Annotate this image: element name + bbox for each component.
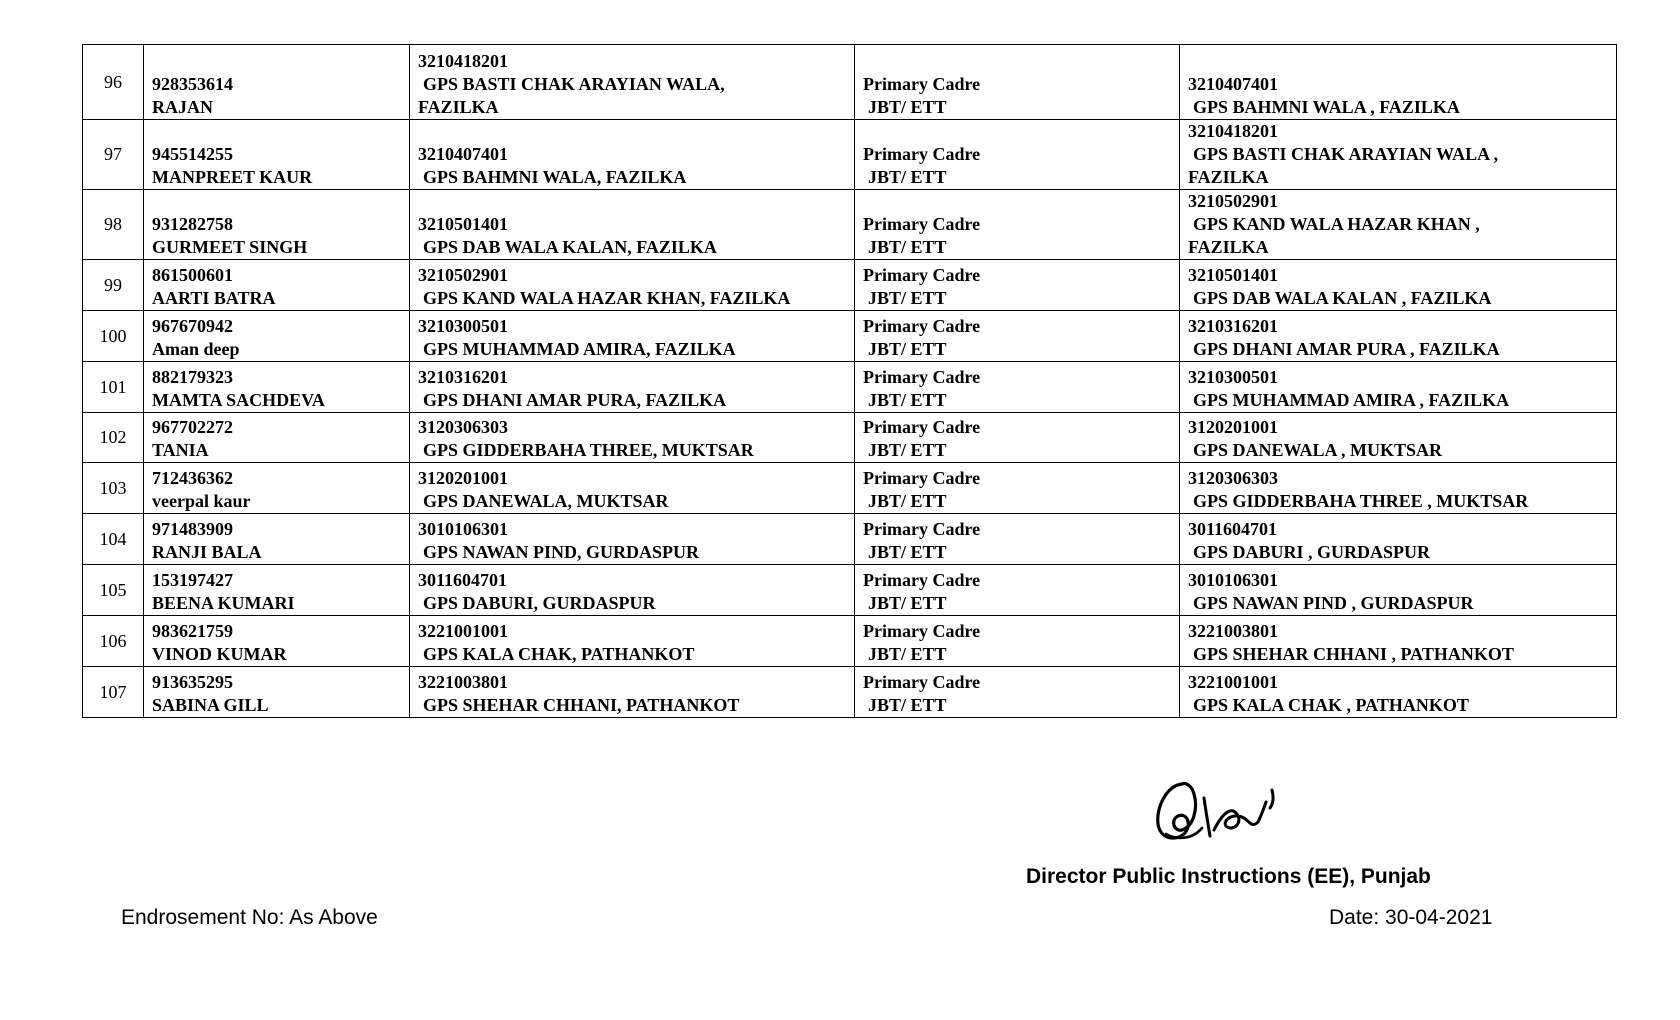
transfer-school-cell	[1180, 413, 1617, 463]
cadre-cell	[855, 463, 1180, 514]
post-name: JBT/ ETT	[868, 339, 947, 359]
transfer-school-district: FAZILKA	[1188, 167, 1269, 187]
table-row	[83, 120, 1617, 190]
post-name: JBT/ ETT	[868, 440, 947, 460]
employee-id: 945514255	[152, 144, 233, 164]
cadre-name: Primary Cadre	[863, 74, 981, 94]
current-school-cell	[410, 45, 855, 120]
transfer-school-name: GPS MUHAMMAD AMIRA , FAZILKA	[1193, 390, 1510, 410]
issue-date: Date: 30-04-2021	[1329, 906, 1493, 929]
transfer-school-cell	[1180, 616, 1617, 667]
table-row	[83, 45, 1617, 120]
current-school-cell	[410, 311, 855, 362]
transfer-school-cell	[1180, 260, 1617, 311]
table-row	[83, 413, 1617, 463]
transfer-school-cell	[1180, 514, 1617, 565]
transfer-school-name: GPS KAND WALA HAZAR KHAN ,	[1193, 214, 1480, 234]
current-school-name: GPS DABURI, GURDASPUR	[423, 593, 656, 613]
current-school-name: GPS SHEHAR CHHANI, PATHANKOT	[423, 695, 740, 715]
serial-number: 102	[83, 413, 144, 463]
cadre-name: Primary Cadre	[863, 621, 981, 641]
transfer-school-district: FAZILKA	[1188, 237, 1269, 257]
transfer-school-cell	[1180, 45, 1617, 120]
serial-number: 96	[83, 45, 144, 120]
transfer-school-code: 3120201001	[1188, 417, 1278, 437]
transfer-school-cell	[1180, 463, 1617, 514]
transfer-school-code: 3210300501	[1188, 367, 1278, 387]
transfer-school-code: 3210407401	[1188, 74, 1278, 94]
employee-name: GURMEET SINGH	[152, 237, 308, 257]
employee-id: 153197427	[152, 570, 233, 590]
serial-number: 106	[83, 616, 144, 667]
table-row	[83, 463, 1617, 514]
cadre-cell	[855, 311, 1180, 362]
employee-id: 712436362	[152, 468, 233, 488]
transfer-school-cell	[1180, 667, 1617, 718]
serial-number: 107	[83, 667, 144, 718]
serial-number: 104	[83, 514, 144, 565]
transfer-school-name: GPS GIDDERBAHA THREE , MUKTSAR	[1193, 491, 1529, 511]
cadre-cell	[855, 667, 1180, 718]
transfer-school-name: GPS BASTI CHAK ARAYIAN WALA ,	[1193, 144, 1499, 164]
current-school-cell	[410, 260, 855, 311]
employee-cell	[144, 667, 410, 718]
employee-cell	[144, 45, 410, 120]
cadre-cell	[855, 260, 1180, 311]
current-school-name: GPS MUHAMMAD AMIRA, FAZILKA	[423, 339, 736, 359]
current-school-code: 3120306303	[418, 417, 508, 437]
serial-number: 98	[83, 190, 144, 260]
employee-name: TANIA	[152, 440, 209, 460]
current-school-cell	[410, 667, 855, 718]
post-name: JBT/ ETT	[868, 593, 947, 613]
endorsement-number: Endrosement No: As Above	[121, 906, 378, 929]
current-school-code: 3210316201	[418, 367, 508, 387]
cadre-cell	[855, 616, 1180, 667]
cadre-name: Primary Cadre	[863, 214, 981, 234]
cadre-name: Primary Cadre	[863, 468, 981, 488]
cadre-cell	[855, 514, 1180, 565]
current-school-code: 3120201001	[418, 468, 508, 488]
employee-id: 861500601	[152, 265, 233, 285]
signatory-designation: Director Public Instructions (EE), Punjab	[1026, 865, 1431, 888]
table-row	[83, 667, 1617, 718]
table-row	[83, 514, 1617, 565]
employee-name: VINOD KUMAR	[152, 644, 287, 664]
post-name: JBT/ ETT	[868, 97, 947, 117]
cadre-name: Primary Cadre	[863, 672, 981, 692]
transfer-school-name: GPS BAHMNI WALA , FAZILKA	[1193, 97, 1460, 117]
cadre-cell	[855, 45, 1180, 120]
current-school-code: 3010106301	[418, 519, 508, 539]
transfer-school-name: GPS DANEWALA , MUKTSAR	[1193, 440, 1443, 460]
post-name: JBT/ ETT	[868, 644, 947, 664]
transfer-school-cell	[1180, 565, 1617, 616]
current-school-cell	[410, 463, 855, 514]
cadre-cell	[855, 413, 1180, 463]
cadre-cell	[855, 190, 1180, 260]
employee-cell	[144, 565, 410, 616]
transfer-school-code: 3120306303	[1188, 468, 1278, 488]
table-row	[83, 311, 1617, 362]
employee-cell	[144, 514, 410, 565]
current-school-cell	[410, 413, 855, 463]
employee-id: 931282758	[152, 214, 233, 234]
transfer-school-name: GPS KALA CHAK , PATHANKOT	[1193, 695, 1469, 715]
current-school-code: 3210502901	[418, 265, 508, 285]
cadre-name: Primary Cadre	[863, 519, 981, 539]
serial-number: 99	[83, 260, 144, 311]
employee-id: 971483909	[152, 519, 233, 539]
transfer-school-cell	[1180, 190, 1617, 260]
transfer-school-code: 3010106301	[1188, 570, 1278, 590]
cadre-cell	[855, 565, 1180, 616]
employee-name: veerpal kaur	[152, 491, 251, 511]
signature-image	[1152, 768, 1288, 852]
employee-name: MANPREET KAUR	[152, 167, 313, 187]
transfer-school-cell	[1180, 362, 1617, 413]
employee-id: 928353614	[152, 74, 233, 94]
transfer-school-code: 3210418201	[1188, 121, 1278, 141]
current-school-code: 3210300501	[418, 316, 508, 336]
transfer-school-cell	[1180, 311, 1617, 362]
current-school-code: 3221001001	[418, 621, 508, 641]
post-name: JBT/ ETT	[868, 491, 947, 511]
current-school-cell	[410, 120, 855, 190]
post-name: JBT/ ETT	[868, 542, 947, 562]
current-school-name: GPS DANEWALA, MUKTSAR	[423, 491, 669, 511]
current-school-code: 3011604701	[418, 570, 508, 590]
table-row	[83, 616, 1617, 667]
employee-name: Aman deep	[152, 339, 240, 359]
employee-id: 882179323	[152, 367, 233, 387]
table-row	[83, 565, 1617, 616]
transfer-table	[82, 44, 1617, 718]
current-school-name: GPS KALA CHAK, PATHANKOT	[423, 644, 695, 664]
table-row	[83, 190, 1617, 260]
cadre-name: Primary Cadre	[863, 316, 981, 336]
employee-cell	[144, 362, 410, 413]
cadre-name: Primary Cadre	[863, 144, 981, 164]
current-school-name: GPS BAHMNI WALA, FAZILKA	[423, 167, 687, 187]
transfer-school-cell	[1180, 120, 1617, 190]
employee-name: AARTI BATRA	[152, 288, 276, 308]
cadre-cell	[855, 120, 1180, 190]
employee-cell	[144, 463, 410, 514]
transfer-school-code: 3210501401	[1188, 265, 1278, 285]
current-school-name: GPS DAB WALA KALAN, FAZILKA	[423, 237, 717, 257]
current-school-cell	[410, 362, 855, 413]
serial-number: 100	[83, 311, 144, 362]
employee-cell	[144, 260, 410, 311]
post-name: JBT/ ETT	[868, 237, 947, 257]
employee-name: RANJI BALA	[152, 542, 262, 562]
transfer-school-code: 3011604701	[1188, 519, 1278, 539]
employee-cell	[144, 311, 410, 362]
employee-id: 913635295	[152, 672, 233, 692]
post-name: JBT/ ETT	[868, 390, 947, 410]
current-school-cell	[410, 565, 855, 616]
current-school-code: 3210407401	[418, 144, 508, 164]
employee-name: BEENA KUMARI	[152, 593, 295, 613]
transfer-school-code: 3221001001	[1188, 672, 1278, 692]
current-school-name: GPS BASTI CHAK ARAYIAN WALA,	[423, 74, 725, 94]
post-name: JBT/ ETT	[868, 695, 947, 715]
transfer-school-code: 3210316201	[1188, 316, 1278, 336]
serial-number: 97	[83, 120, 144, 190]
post-name: JBT/ ETT	[868, 167, 947, 187]
employee-name: MAMTA SACHDEVA	[152, 390, 325, 410]
transfer-school-name: GPS DHANI AMAR PURA , FAZILKA	[1193, 339, 1500, 359]
transfer-school-name: GPS DABURI , GURDASPUR	[1193, 542, 1431, 562]
employee-name: SABINA GILL	[152, 695, 269, 715]
current-school-name: GPS KAND WALA HAZAR KHAN, FAZILKA	[423, 288, 791, 308]
table-row	[83, 260, 1617, 311]
employee-cell	[144, 190, 410, 260]
transfer-school-code: 3221003801	[1188, 621, 1278, 641]
cadre-name: Primary Cadre	[863, 417, 981, 437]
transfer-school-name: GPS SHEHAR CHHANI , PATHANKOT	[1193, 644, 1514, 664]
current-school-code: 3221003801	[418, 672, 508, 692]
employee-id: 983621759	[152, 621, 233, 641]
cadre-name: Primary Cadre	[863, 570, 981, 590]
cadre-name: Primary Cadre	[863, 367, 981, 387]
current-school-cell	[410, 514, 855, 565]
current-school-district: FAZILKA	[418, 97, 499, 117]
cadre-cell	[855, 362, 1180, 413]
transfer-table-body	[83, 45, 1617, 718]
serial-number: 101	[83, 362, 144, 413]
current-school-name: GPS GIDDERBAHA THREE, MUKTSAR	[423, 440, 754, 460]
employee-cell	[144, 413, 410, 463]
post-name: JBT/ ETT	[868, 288, 947, 308]
employee-cell	[144, 120, 410, 190]
serial-number: 105	[83, 565, 144, 616]
table-row	[83, 362, 1617, 413]
cadre-name: Primary Cadre	[863, 265, 981, 285]
transfer-school-name: GPS DAB WALA KALAN , FAZILKA	[1193, 288, 1492, 308]
transfer-school-code: 3210502901	[1188, 191, 1278, 211]
employee-name: RAJAN	[152, 97, 213, 117]
current-school-code: 3210418201	[418, 51, 508, 71]
serial-number: 103	[83, 463, 144, 514]
employee-id: 967670942	[152, 316, 233, 336]
transfer-school-name: GPS NAWAN PIND , GURDASPUR	[1193, 593, 1474, 613]
current-school-name: GPS DHANI AMAR PURA, FAZILKA	[423, 390, 727, 410]
current-school-cell	[410, 616, 855, 667]
employee-id: 967702272	[152, 417, 233, 437]
current-school-code: 3210501401	[418, 214, 508, 234]
employee-cell	[144, 616, 410, 667]
current-school-name: GPS NAWAN PIND, GURDASPUR	[423, 542, 700, 562]
current-school-cell	[410, 190, 855, 260]
